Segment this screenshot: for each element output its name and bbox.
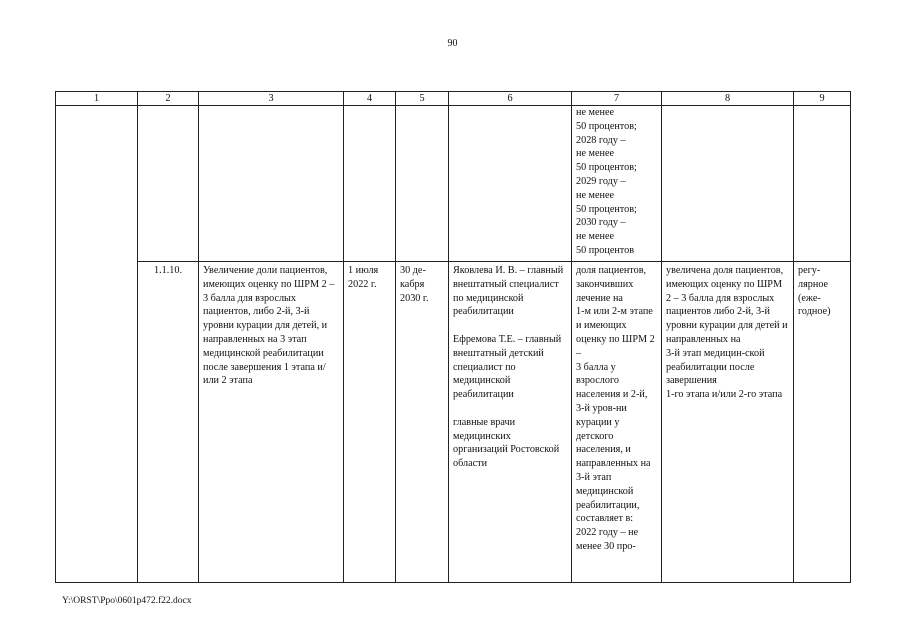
- row-number: 1.1.10.: [138, 262, 199, 583]
- continuation-row: [56, 106, 851, 262]
- header-col-2: 2: [138, 92, 199, 106]
- measures-table: [55, 91, 851, 583]
- header-col-7: 7: [572, 92, 662, 106]
- header-row: [56, 92, 851, 106]
- header-col-3: 3: [199, 92, 344, 106]
- row-result: увеличена доля пациентов, имеющих оценку по ШРМ 2 – 3 балла для взрослых пациентов либо 2-й, 3-й уровни курации для детей и направленных на 3-й этап медицин-ской реабилитации после завершения 1-го этапа и/или 2-го этапа: [662, 262, 794, 583]
- header-col-8: 8: [662, 92, 794, 106]
- header-col-6: 6: [449, 92, 572, 106]
- cell-empty: [138, 106, 199, 262]
- row-indicator: доля пациентов, закончивших лечение на 1-м или 2-м этапе и имеющих оценку по ШРМ 2 – 3 балла у взрослого населения и 2-й, 3-й уров-ни курации у детского населения, и направленных на 3-й этап медицинской реабилитации, составляет в: 2022 году – не менее 30 про-: [572, 262, 662, 583]
- row-start-date: 1 июля 2022 г.: [344, 262, 396, 583]
- cell-col-1: [56, 106, 138, 583]
- header-col-9: 9: [794, 92, 851, 106]
- row-responsible: Яковлева И. В. – главный внештатный специалист по медицинской реабилитации Ефремова Т.Е. – главный внештатный детский специалист по медицинской реабилитации главные врачи медицинских организаций Ростовской области: [449, 262, 572, 583]
- row-end-date: 30 де- кабря 2030 г.: [396, 262, 449, 583]
- indicator-continuation: не менее 50 процентов; 2028 году – не менее 50 процентов; 2029 году – не менее 50 процентов; 2030 году – не менее 50 процентов: [572, 106, 662, 262]
- page-number: 90: [447, 38, 458, 49]
- cell-empty: [199, 106, 344, 262]
- cell-empty: [449, 106, 572, 262]
- header-col-5: 5: [396, 92, 449, 106]
- cell-empty: [662, 106, 794, 262]
- header-col-4: 4: [344, 92, 396, 106]
- footer-file-path: Y:\ORST\Ppo\0601p472.f22.docx: [62, 596, 192, 606]
- header-col-1: 1: [56, 92, 138, 106]
- cell-empty: [396, 106, 449, 262]
- table-row: [56, 262, 851, 583]
- row-description: Увеличение доли пациентов, имеющих оценку по ШРМ 2 – 3 балла для взрослых пациентов, либо 2-й, 3-й уровни курации для детей, и направленных на 3 этап медицинской реабилитации после завершения 1 этапа и/или 2 этапа: [199, 262, 344, 583]
- cell-empty: [794, 106, 851, 262]
- cell-empty: [344, 106, 396, 262]
- row-frequency: регу- лярное (еже- годное): [794, 262, 851, 583]
